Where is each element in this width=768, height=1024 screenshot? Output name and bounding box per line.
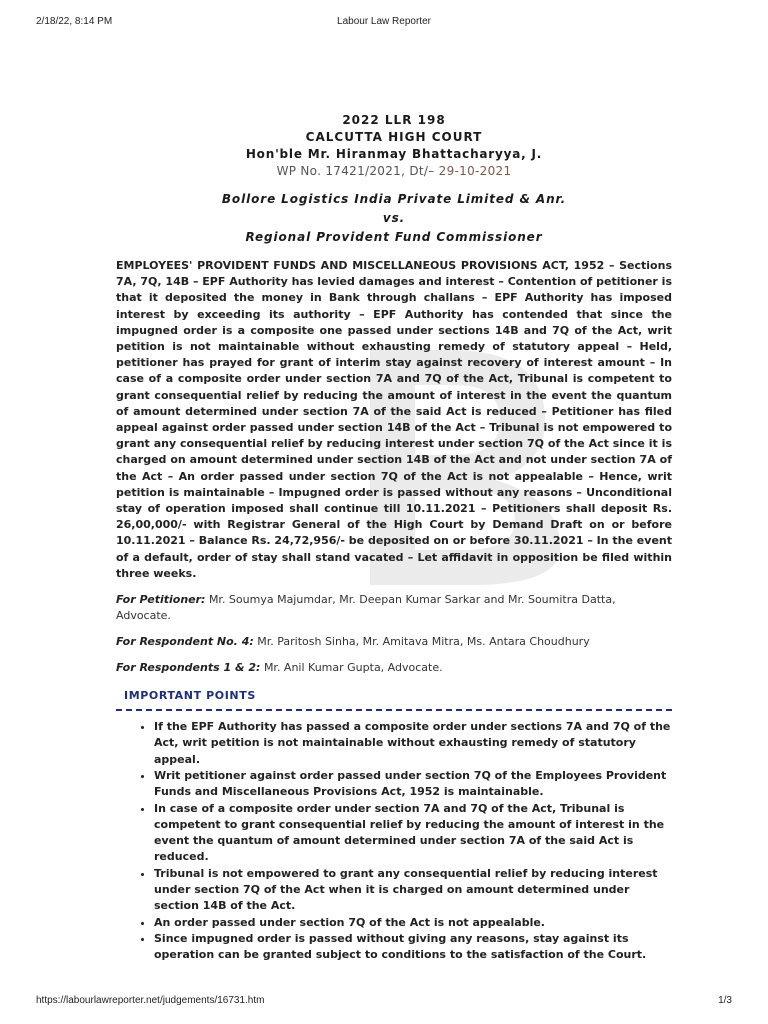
respondent-name: Regional Provident Fund Commissioner bbox=[245, 230, 543, 244]
important-points-title: IMPORTANT POINTS bbox=[124, 689, 256, 703]
list-item: • If the EPF Authority has passed a composite order under sections 7A and 7Q of the Act, writ petition is not maintainable without exhausting remedy of statutory appeal. bbox=[154, 719, 672, 768]
counsel-respondents-1-2 bbox=[116, 660, 672, 676]
judgment-date: 29-10-2021 bbox=[438, 164, 512, 178]
petitioner-name: Bollore Logistics India Private Limited & Anr. bbox=[221, 192, 567, 206]
case-number: WP No. 17421/2021, Dt/– bbox=[276, 164, 435, 178]
print-page-title: Labour Law Reporter bbox=[337, 16, 431, 27]
headnote: EMPLOYEES' PROVIDENT FUNDS AND MISCELLANEOUS PROVISIONS ACT, 1952 – Sections 7A, 7Q, 14B – EPF Authority has levied damages and interest – Contention of petitioner is that it deposited the money in Bank through challans – EPF Authority has imposed interest by exceeding its authority – EPF Authority has contended that since the impugned order is a composite one passed under sections 14B and 7Q of the Act, writ petition is not maintainable without exhausting remedy of statutory appeal – Held, petitioner has prayed for grant of interim stay against recovery of interest amount – In case of a composite order under section 7A and 7Q of the Act, Tribunal is competent to grant consequential relief by reducing the amount of interest in the event the quantum of amount determined under section 7A of the said Act is reduced – Petitioner has filed appeal against order passed under section 14B of the Act – Tribunal is not empowered to grant any consequential relief by reducing interest under section 7Q of the Act since it is charged on amount determined under section 14B of the Act and not under section 7A of the Act – An order passed under section 7Q of the Act is not appealable – Hence, writ petition is maintainable – Impugned order is passed without any reasons – Unconditional stay of operation imposed shall continue till 10.11.2021 – Petitioners shall deposit Rs. 26,00,000/- with Registrar General of the High Court by Demand Draft on or before 10.11.2021 – Balance Rs. 24,72,956/- be deposited on or before 30.11.2021 – In the event of a default, order of stay shall stand vacated – Let affidavit in opposition be filed within three weeks. bbox=[116, 259, 672, 580]
list-item: • Writ petitioner against order passed under section 7Q of the Employees Provident Funds and Miscellaneous Provisions Act, 1952 is maintainable. bbox=[154, 768, 672, 801]
case-number-line bbox=[116, 163, 672, 180]
counsel-names: Mr. Anil Kumar Gupta, Advocate. bbox=[263, 661, 443, 675]
list-item: • An order passed under section 7Q of the Act is not appealable. bbox=[154, 915, 672, 931]
print-datetime: 2/18/22, 8:14 PM bbox=[36, 16, 113, 27]
counsel-label: For Petitioner: bbox=[116, 593, 206, 607]
counsel-label: For Respondent No. 4: bbox=[116, 635, 254, 649]
counsel-names: Mr. Paritosh Sinha, Mr. Amitava Mitra, Ms. Antara Choudhury bbox=[257, 635, 590, 649]
counsel-respondent-4 bbox=[116, 634, 672, 650]
counsel-names: Mr. Soumya Majumdar, Mr. Deepan Kumar Sarkar and Mr. Soumitra Datta, Advocate. bbox=[116, 593, 616, 623]
dashed-divider bbox=[116, 709, 672, 711]
important-points-list bbox=[116, 719, 672, 963]
counsel-label: For Respondents 1 & 2: bbox=[116, 661, 261, 675]
page-counter: 1/3 bbox=[718, 995, 732, 1006]
case-heading bbox=[116, 112, 672, 180]
page-url: https://labourlawreporter.net/judgements/16731.htm bbox=[36, 995, 265, 1006]
list-item: • Tribunal is not empowered to grant any consequential relief by reducing interest under section 7Q of the Act when it is charged on amount determined under section 14B of the Act. bbox=[154, 866, 672, 915]
counsel-petitioner bbox=[116, 592, 672, 624]
versus: vs. bbox=[382, 211, 406, 225]
list-item: • In case of a composite order under section 7A and 7Q of the Act, Tribunal is competent to grant consequential relief by reducing the amount of interest in the event the quantum of amount determined under section 7A of the said Act is reduced. bbox=[154, 801, 672, 866]
court-name: CALCUTTA HIGH COURT bbox=[305, 130, 483, 144]
list-item: • Since impugned order is passed without giving any reasons, stay against its operation can be granted subject to conditions to the satisfaction of the Court. bbox=[154, 931, 672, 964]
parties bbox=[116, 190, 672, 247]
citation: 2022 LLR 198 bbox=[342, 113, 446, 127]
judge-name: Hon'ble Mr. Hiranmay Bhattacharyya, J. bbox=[245, 147, 543, 161]
document-body bbox=[116, 112, 672, 964]
